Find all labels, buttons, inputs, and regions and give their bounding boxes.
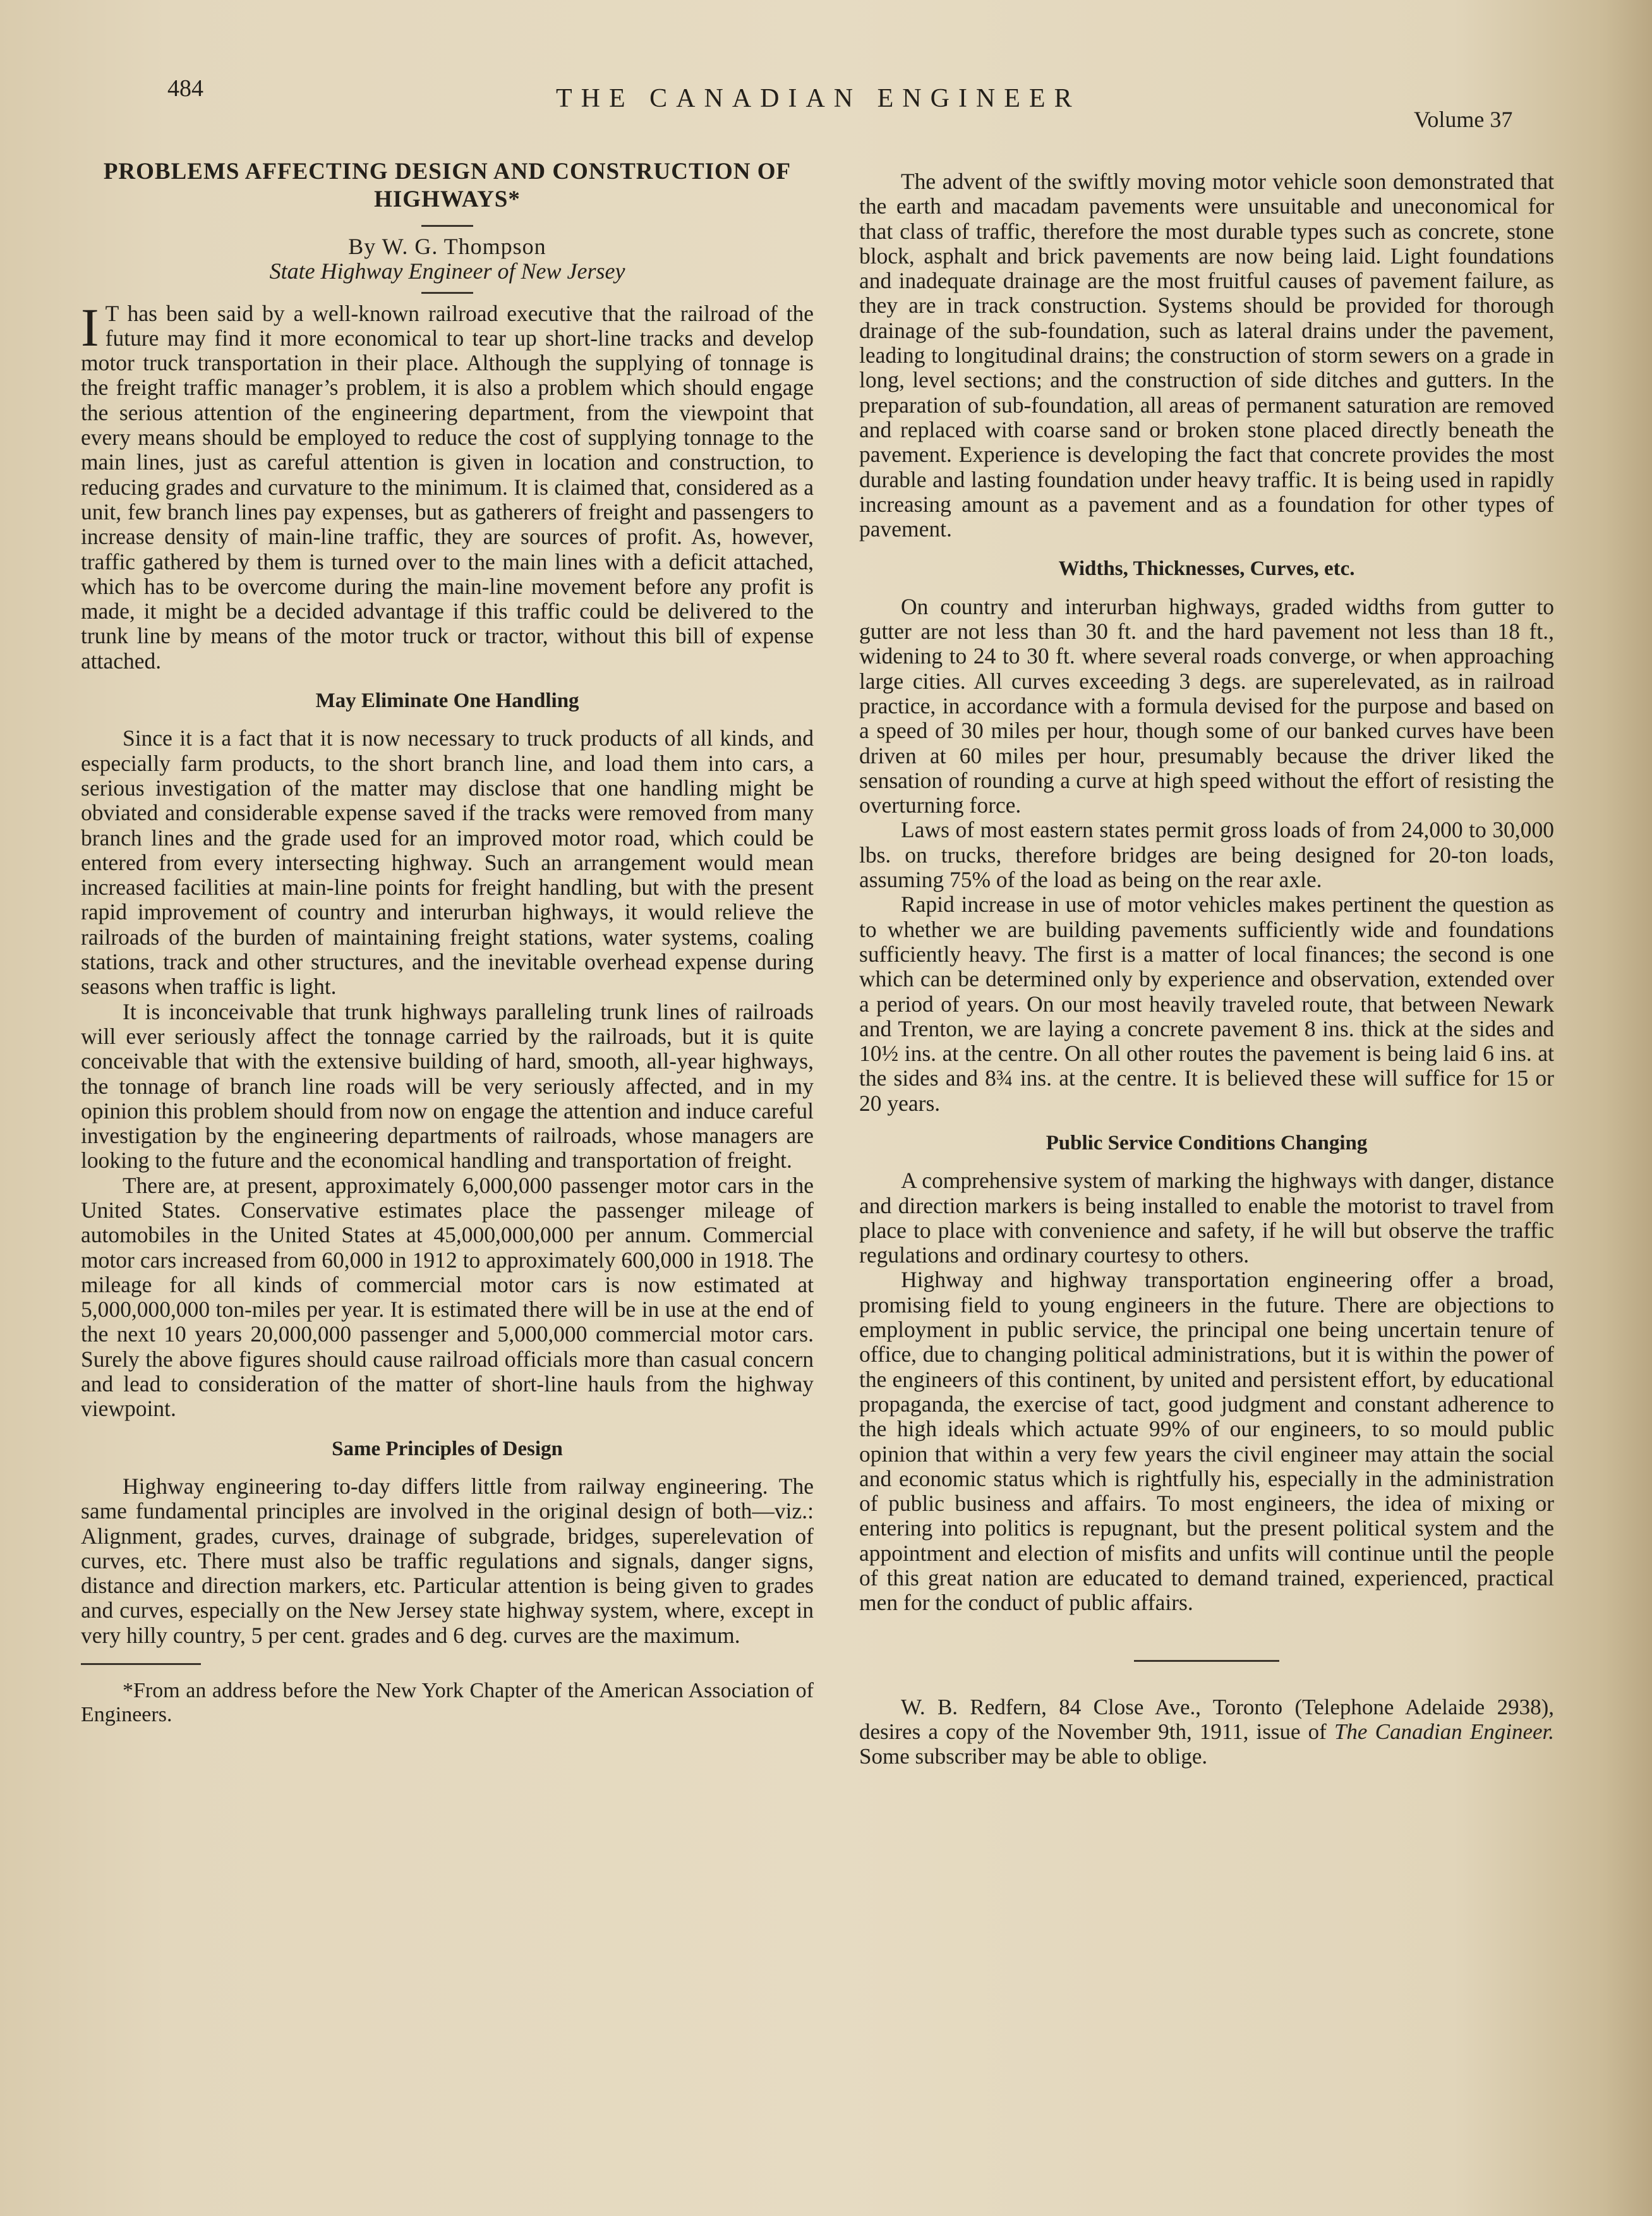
section-heading: Widths, Thicknesses, Curves, etc.	[1058, 557, 1355, 581]
notice-text	[859, 1695, 1554, 1769]
title-divider	[421, 225, 473, 227]
byline: By W. G. Thompson	[348, 234, 546, 259]
running-head: THE CANADIAN ENGINEER	[556, 84, 1081, 113]
notice-text-start: W. B. Redfern, 84 Close Ave., Toronto (Telephone Adelaide 2938), desires a copy of the November 9th, 1911, issue of	[859, 1694, 1554, 1744]
paragraph: Highway engineering to-day differs little from railway engineering. The same fundamental principles are involved in the original design of both—viz.: Alignment, grades, curves, drainage of subgrade, bridges, superelevation of curves, etc. There must also be traffic regulations and signals, danger signs, distance and direction markers, etc. Particular attention is being given to grades and curves, especially on the New Jersey state highway system, where, except in very hilly country, 5 per cent. grades and 6 deg. curves are the maximum.	[81, 1473, 814, 1648]
author-affiliation: State Highway Engineer of New Jersey	[269, 258, 625, 284]
footnote-divider	[81, 1663, 201, 1665]
section-heading: Same Principles of Design	[332, 1437, 563, 1460]
lead-paragraph	[81, 296, 814, 674]
notice-divider	[1134, 1660, 1279, 1662]
footnote-text: *From an address before the New York Chapter of the American Association of Engineers.	[81, 1679, 814, 1727]
reader-notice	[859, 1695, 1554, 1769]
paragraph: The advent of the swiftly moving motor vehicle soon demonstrated that the earth and macadam pavements were unsuitable and uneconomical for that class of traffic, therefore the most durable types such as concrete, stone block, asphalt and brick pavements are now being laid. Light foundations and inadequate drainage are the most fruitful causes of pavement failure, as they are in track construction. Systems should be provided for thorough drainage of the sub-foundation, such as lateral drains under the pavement, leading to longitudinal drains; the construction of storm sewers on a grade in long, level sections; and the construction of side ditches and gutters. In the preparation of sub-foundation, all areas of permanent saturation are removed and replaced with coarse sand or broken stone placed directly beneath the pavement. Experience is developing the fact that concrete provides the most durable and lasting foundation under heavy traffic. It is being used in rapidly increasing amount as a pavement and as a foundation for other types of pavement.	[859, 169, 1554, 542]
paragraph: On country and interurban highways, graded widths from gutter to gutter are not less than 30 ft. and the hard pavement not less than 18 ft., widening to 24 to 30 ft. where several roads converge, or when approaching large cities. All curves exceeding 3 degs. are superelevated, as in railroad practice, in accordance with a formula devised for the purpose and based on a speed of 30 miles per hour, though some of our banked curves have been driven at 60 miles per hour, presumably because the driver liked the sensation of rounding a curve at high speed without the effort of resisting the overturning force.	[859, 593, 1554, 818]
drop-cap: I	[81, 296, 99, 358]
lead-paragraph-text: T has been said by a well-known railroad executive that the railroad of the future may find it more economical to tear up short-line tracks and develop motor truck transportation in their place. Although the supplying of tonnage is the freight traffic manager’s problem, it is also a problem which should engage the serious attention of the engineering department, from the viewpoint that every means should be employed to reduce the cost of supplying tonnage to the main lines, just as careful attention is given in location and construction, to reducing grades and curvature to the minimum. It is claimed that, considered as a unit, few branch lines pay expenses, but as gatherers of freight and passengers to increase density of main-line traffic, they are sources of profit. As, however, traffic gathered by them is turned over to the main lines with a deficit attached, which has to be overcome during the main-line movement before any profit is made, it might be a decided advantage if this traffic could be delivered to the trunk line by means of the motor truck or tractor, without this bill of expense attached.	[81, 300, 814, 674]
paragraph: It is inconceivable that trunk highways paralleling trunk lines of railroads will ever seriously affect the tonnage carried by the railroads, but it is quite conceivable that with the extensive building of hard, smooth, all-year highways, the tonnage of branch line roads will be very seriously affected, and in my opinion this problem should from now on engage the attention and induce careful investigation by the engineering departments of railroads, whose managers are looking to the future and the economical handling and transportation of freight.	[81, 998, 814, 1173]
paragraph: Laws of most eastern states permit gross loads of from 24,000 to 30,000 lbs. on trucks, therefore bridges are being designed for 20-ton loads, assuming 75% of the load as being on the rear axle.	[859, 817, 1554, 893]
paragraph: There are, at present, approximately 6,000,000 passenger motor cars in the United States. Conservative estimates place the passenger mileage of automobiles in the United States at 45,000,000,000 per annum. Commercial motor cars increased from 60,000 in 1912 to approximately 600,000 in 1918. The mileage for all kinds of commercial motor cars is now estimated at 5,000,000,000 ton-miles per year. It is estimated there will be in use at the end of the next 10 years 20,000,000 passenger and 5,000,000 commercial motor cars. Surely the above figures should cause railroad officials more than casual concern and lead to consideration of the matter of short-line hauls from the highway viewpoint.	[81, 1172, 814, 1422]
right-column	[859, 169, 1554, 1769]
section-heading: Public Service Conditions Changing	[1046, 1131, 1368, 1154]
paragraph: A comprehensive system of marking the highways with danger, distance and direction markers is being installed to enable the motorist to travel from place to place with convenience and safety, if he will but observe the traffic regulations and ordinary courtesy to others.	[859, 1168, 1554, 1268]
page-number: 484	[167, 75, 203, 102]
section-heading: May Eliminate One Handling	[315, 689, 579, 713]
footnote	[81, 1679, 814, 1727]
paragraph: Rapid increase in use of motor vehicles makes pertinent the question as to whether we are building pavements sufficiently wide and foundations sufficiently heavy. The first is a matter of local finances; the second is one which can be determined only by experience and observation, extended over a period of years. On our most heavily traveled route, that between Newark and Trenton, we are laying a concrete pavement 8 ins. thick at the sides and 10½ ins. at the centre. On all other routes the pavement is being laid 6 ins. at the sides and 8¾ ins. at the centre. It is believed these will suffice for 15 or 20 years.	[859, 892, 1554, 1116]
paragraph: Highway and highway transportation engineering offer a broad, promising field to young engineers in the future. There are objections to employment in public service, the principal one being uncertain tenure of office, due to changing political administrations, but it is within the power of the engineers of this continent, by united and persistent effort, by educational propaganda, the exercise of tact, good judgment and constant adherence to the high ideals which actuate 99% of our engineers, to so mould public opinion that within a very few years the civil engineer may attain the social and economic status which is rightfully his, especially in the administration of public business and affairs. To most engineers, the idea of mixing or entering into politics is repugnant, but the present political system and the appointment and election of misfits and unfits will continue until the people of this great nation are educated to demand trained, experienced, practical men for the conduct of public affairs.	[859, 1267, 1554, 1616]
left-column	[81, 158, 814, 1727]
article-title: PROBLEMS AFFECTING DESIGN AND CONSTRUCTION OF HIGHWAYS*	[103, 159, 792, 212]
volume-label: Volume 37	[1414, 107, 1513, 132]
paragraph: Since it is a fact that it is now necessary to truck products of all kinds, and especially farm products, to the short branch line, and load them into cars, a serious investigation of the matter may disclose that one handling might be obviated and considerable expense saved if the tracks were removed from many branch lines and the grade used for an improved motor road, which could be entered from every intersecting highway. Such an arrangement would mean increased facilities at main-line points for freight handling, but with the present rapid improvement of country and interurban highways, it would relieve the railroads of the burden of maintaining freight stations, water systems, coaling stations, track and other structures, and the inevitable overhead expense during seasons when traffic is light.	[81, 725, 814, 1000]
publication-name: The Canadian Engineer.	[1334, 1719, 1554, 1744]
byline-divider	[421, 292, 473, 294]
notice-text-end: Some subscriber may be able to oblige.	[859, 1744, 1208, 1769]
